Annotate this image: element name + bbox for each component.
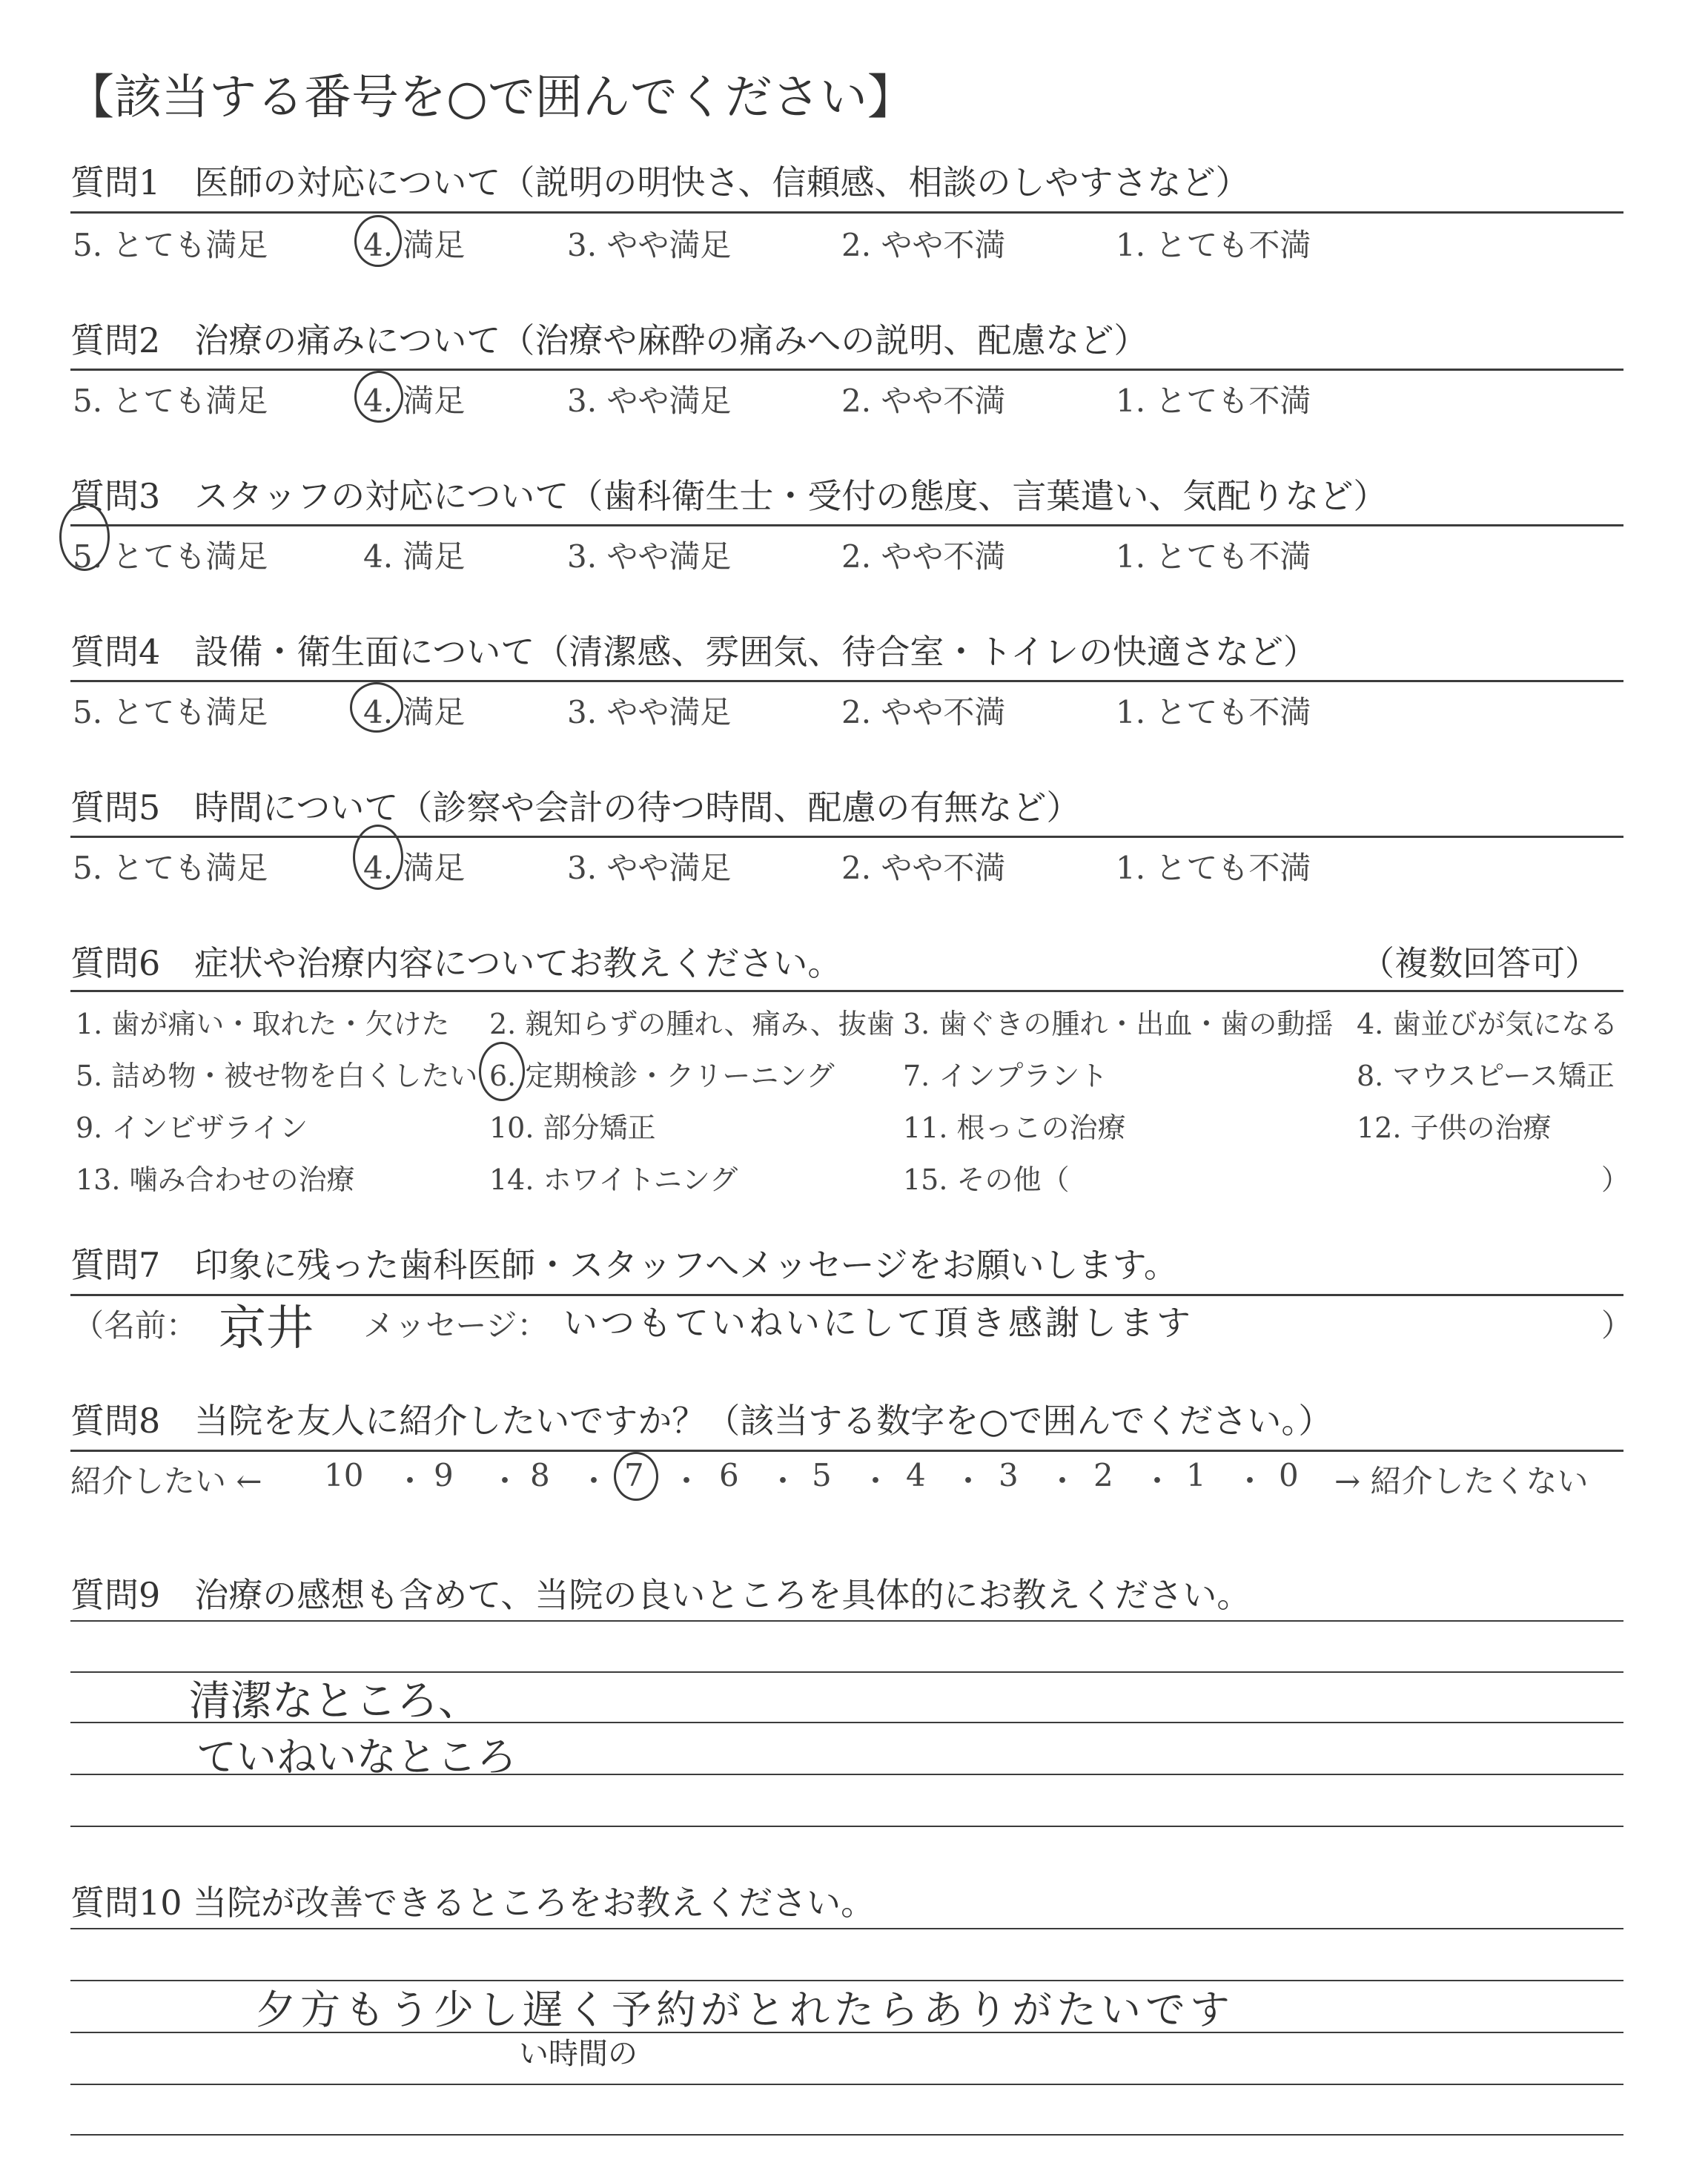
- symptom-option[interactable]: 7. インプラント: [903, 1060, 1108, 1092]
- divider: [70, 990, 1623, 992]
- message-close-paren: ）: [1601, 1307, 1633, 1344]
- symptom-option[interactable]: 9. インビザライン: [76, 1112, 308, 1144]
- question-6-note: （複数回答可）: [1360, 943, 1599, 983]
- other-close-paren: ）: [1601, 1163, 1630, 1196]
- option-2[interactable]: 2. やや不満: [841, 227, 1006, 263]
- option-2[interactable]: 2. やや不満: [841, 538, 1006, 575]
- option-3[interactable]: 3. やや満足: [567, 694, 732, 730]
- symptom-option[interactable]: 2. 親知らずの腫れ、痛み、抜歯: [489, 1008, 895, 1040]
- option-1[interactable]: 1. とても不満: [1116, 227, 1311, 263]
- question-1-title: 質問1 医師の対応について（説明の明快さ、信頼感、相談のしやすさなど）: [70, 162, 1250, 202]
- symptom-option[interactable]: 8. マウスピース矯正: [1357, 1060, 1615, 1092]
- question-10-title: 質問10 当院が改善できるところをお教えください。: [70, 1883, 875, 1923]
- option-3[interactable]: 3. やや満足: [567, 850, 732, 886]
- recommend-right-label: → 紹介したくない: [1334, 1463, 1589, 1499]
- divider: [70, 1450, 1623, 1452]
- answer-line: [70, 2134, 1623, 2136]
- option-5[interactable]: 5. とても満足: [73, 227, 268, 263]
- symptom-option[interactable]: 6. 定期検診・クリーニング: [489, 1060, 835, 1092]
- option-4[interactable]: 4. 満足: [363, 538, 466, 575]
- scale-separator: ・: [1047, 1463, 1079, 1499]
- option-1[interactable]: 1. とても不満: [1116, 538, 1311, 575]
- divider: [70, 211, 1623, 214]
- option-3[interactable]: 3. やや満足: [567, 538, 732, 575]
- option-3[interactable]: 3. やや満足: [567, 227, 732, 263]
- scale-number-10[interactable]: 10: [324, 1457, 364, 1493]
- answer-line: [70, 1826, 1623, 1827]
- scale-number-6[interactable]: 6: [719, 1457, 739, 1493]
- scale-separator: ・: [489, 1463, 521, 1499]
- question-5-title: 質問5 時間について（診察や会計の待つ時間、配慮の有無など）: [70, 787, 1081, 828]
- symptom-option[interactable]: 10. 部分矯正: [489, 1112, 656, 1144]
- symptom-option[interactable]: 5. 詰め物・被せ物を白くしたい: [76, 1060, 478, 1092]
- question-8-title: 質問8 当院を友人に紹介したいですか？（該当する数字を○で囲んでください。）: [70, 1401, 1333, 1441]
- option-4[interactable]: 4. 満足: [363, 694, 466, 730]
- scale-number-7[interactable]: 7: [624, 1457, 644, 1493]
- form-header: 【該当する番号を○で囲んでください】: [67, 70, 915, 125]
- divider: [70, 836, 1623, 838]
- improvement-insertion[interactable]: い時間の: [519, 2037, 638, 2071]
- answer-line: [70, 1620, 1623, 1622]
- symptom-option[interactable]: 15. その他（: [903, 1163, 1070, 1196]
- improvement-answer[interactable]: 夕方もう少し遅く予約がとれたらありがたいです: [256, 1986, 1234, 2033]
- scale-separator: ・: [671, 1463, 703, 1499]
- divider: [70, 680, 1623, 682]
- symptom-option[interactable]: 1. 歯が痛い・取れた・欠けた: [76, 1008, 450, 1040]
- scale-number-1[interactable]: 1: [1186, 1457, 1206, 1493]
- symptom-option[interactable]: 3. 歯ぐきの腫れ・出血・歯の動揺: [903, 1008, 1334, 1040]
- option-3[interactable]: 3. やや満足: [567, 383, 732, 419]
- scale-separator: ・: [860, 1463, 892, 1499]
- scale-number-0[interactable]: 0: [1279, 1457, 1299, 1493]
- question-9-title: 質問9 治療の感想も含めて、当院の良いところを具体的にお教えください。: [70, 1575, 1251, 1615]
- scale-separator: ・: [1234, 1463, 1266, 1499]
- scale-separator: ・: [953, 1463, 984, 1499]
- option-4[interactable]: 4. 満足: [363, 850, 466, 886]
- scale-number-8[interactable]: 8: [530, 1457, 550, 1493]
- question-4-title: 質問4 設備・衛生面について（清潔感、雰囲気、待合室・トイレの快適さなど）: [70, 632, 1318, 672]
- option-5[interactable]: 5. とても満足: [73, 538, 268, 575]
- symptom-option[interactable]: 14. ホワイトニング: [489, 1163, 738, 1196]
- scale-separator: ・: [767, 1463, 799, 1499]
- option-4[interactable]: 4. 満足: [363, 383, 466, 419]
- answer-line: [70, 2084, 1623, 2085]
- scale-number-5[interactable]: 5: [812, 1457, 832, 1493]
- option-5[interactable]: 5. とても満足: [73, 694, 268, 730]
- symptom-option[interactable]: 4. 歯並びが気になる: [1357, 1008, 1618, 1040]
- scale-separator: ・: [578, 1463, 610, 1499]
- scale-number-4[interactable]: 4: [906, 1457, 926, 1493]
- good-points-line-2[interactable]: ていねいなところ: [196, 1734, 517, 1780]
- answer-line: [70, 1928, 1623, 1929]
- scale-number-9[interactable]: 9: [434, 1457, 454, 1493]
- divider: [70, 524, 1623, 526]
- message-label: メッセージ：: [363, 1307, 549, 1344]
- name-label: （名前：: [73, 1307, 198, 1344]
- scale-number-3[interactable]: 3: [999, 1457, 1019, 1493]
- scale-separator: ・: [394, 1463, 426, 1499]
- option-2[interactable]: 2. やや不満: [841, 694, 1006, 730]
- name-value[interactable]: 京井: [219, 1301, 314, 1356]
- option-1[interactable]: 1. とても不満: [1116, 383, 1311, 419]
- message-value[interactable]: いつもていねいにして頂き感謝します: [563, 1303, 1194, 1343]
- option-1[interactable]: 1. とても不満: [1116, 850, 1311, 886]
- scale-number-2[interactable]: 2: [1093, 1457, 1113, 1493]
- symptom-option[interactable]: 12. 子供の治療: [1357, 1112, 1552, 1144]
- option-4[interactable]: 4. 満足: [363, 227, 466, 263]
- symptom-option[interactable]: 11. 根っこの治療: [903, 1112, 1126, 1144]
- symptom-option[interactable]: 13. 噛み合わせの治療: [76, 1163, 355, 1196]
- good-points-line-1[interactable]: 清潔なところ、: [189, 1677, 480, 1725]
- recommend-left-label: 紹介したい ←: [70, 1463, 262, 1499]
- question-7-title: 質問7 印象に残った歯科医師・スタッフへメッセージをお願いします。: [70, 1245, 1178, 1285]
- option-1[interactable]: 1. とても不満: [1116, 694, 1311, 730]
- scale-separator: ・: [1142, 1463, 1174, 1499]
- option-2[interactable]: 2. やや不満: [841, 383, 1006, 419]
- question-2-title: 質問2 治療の痛みについて（治療や麻酔の痛みへの説明、配慮など）: [70, 320, 1148, 360]
- option-5[interactable]: 5. とても満足: [73, 850, 268, 886]
- option-2[interactable]: 2. やや不満: [841, 850, 1006, 886]
- question-6-title: 質問6 症状や治療内容についてお教えください。: [70, 943, 842, 983]
- question-3-title: 質問3 スタッフの対応について（歯科衛生士・受付の態度、言葉遣い、気配りなど）: [70, 476, 1388, 516]
- option-5[interactable]: 5. とても満足: [73, 383, 268, 419]
- divider: [70, 369, 1623, 371]
